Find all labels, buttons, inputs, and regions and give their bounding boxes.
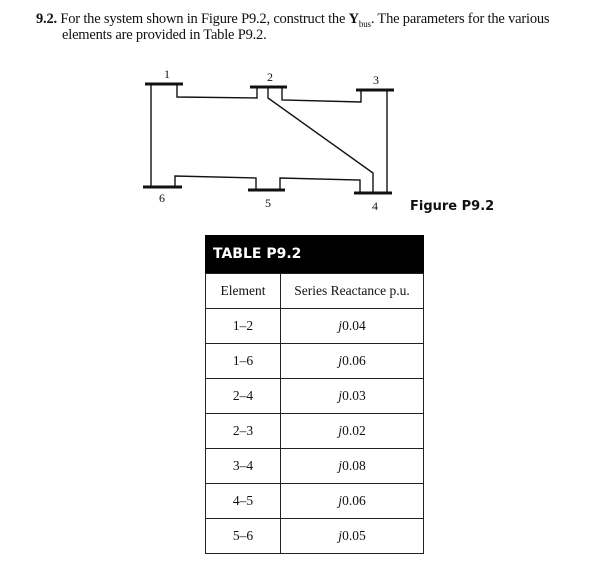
element-cell: 5–6 xyxy=(206,519,281,554)
table-row xyxy=(206,309,424,344)
reactance-cell: j0.04 xyxy=(281,309,424,344)
problem-text-cont: . The parameters for the various xyxy=(370,11,550,27)
problem-number: 9.2. xyxy=(36,11,57,27)
reactance-cell: j0.02 xyxy=(281,414,424,449)
line-4-5 xyxy=(280,178,360,193)
element-cell: 3–4 xyxy=(206,449,281,484)
reactance-cell: j0.06 xyxy=(281,344,424,379)
reactance-cell: j0.03 xyxy=(281,379,424,414)
element-cell: 1–2 xyxy=(206,309,281,344)
bus-label-6: 6 xyxy=(159,191,165,205)
column-header-element: Element xyxy=(206,274,281,309)
element-cell: 1–6 xyxy=(206,344,281,379)
table-row xyxy=(206,414,424,449)
bus-label-2: 2 xyxy=(267,70,273,84)
reactance-cell: j0.08 xyxy=(281,449,424,484)
element-cell: 2–3 xyxy=(206,414,281,449)
line-2-4 xyxy=(268,87,373,193)
reactance-cell: j0.05 xyxy=(281,519,424,554)
column-header-reactance: Series Reactance p.u. xyxy=(281,274,424,309)
table-row xyxy=(206,484,424,519)
bus-label-5: 5 xyxy=(265,196,271,210)
line-5-6 xyxy=(175,176,256,190)
problem-statement-line-2: elements are provided in Table P9.2. xyxy=(62,27,267,43)
ybus-symbol: Y xyxy=(348,11,359,27)
bus-label-3: 3 xyxy=(373,73,379,87)
reactance-table xyxy=(205,273,424,554)
line-2-3 xyxy=(282,87,361,102)
ybus-subscript: bus xyxy=(358,18,371,29)
table-row xyxy=(206,449,424,484)
table-row xyxy=(206,344,424,379)
line-1-2 xyxy=(177,84,257,98)
table-row xyxy=(206,379,424,414)
reactance-cell: j0.06 xyxy=(281,484,424,519)
bus-label-4: 4 xyxy=(372,199,378,213)
table-title: TABLE P9.2 xyxy=(205,235,424,273)
table-header-row xyxy=(206,274,424,309)
figure-caption: Figure P9.2 xyxy=(410,199,495,214)
bus-label-1: 1 xyxy=(164,67,170,81)
element-cell: 4–5 xyxy=(206,484,281,519)
table-row xyxy=(206,519,424,554)
element-cell: 2–4 xyxy=(206,379,281,414)
problem-text: For the system shown in Figure P9.2, construct the xyxy=(60,11,349,27)
